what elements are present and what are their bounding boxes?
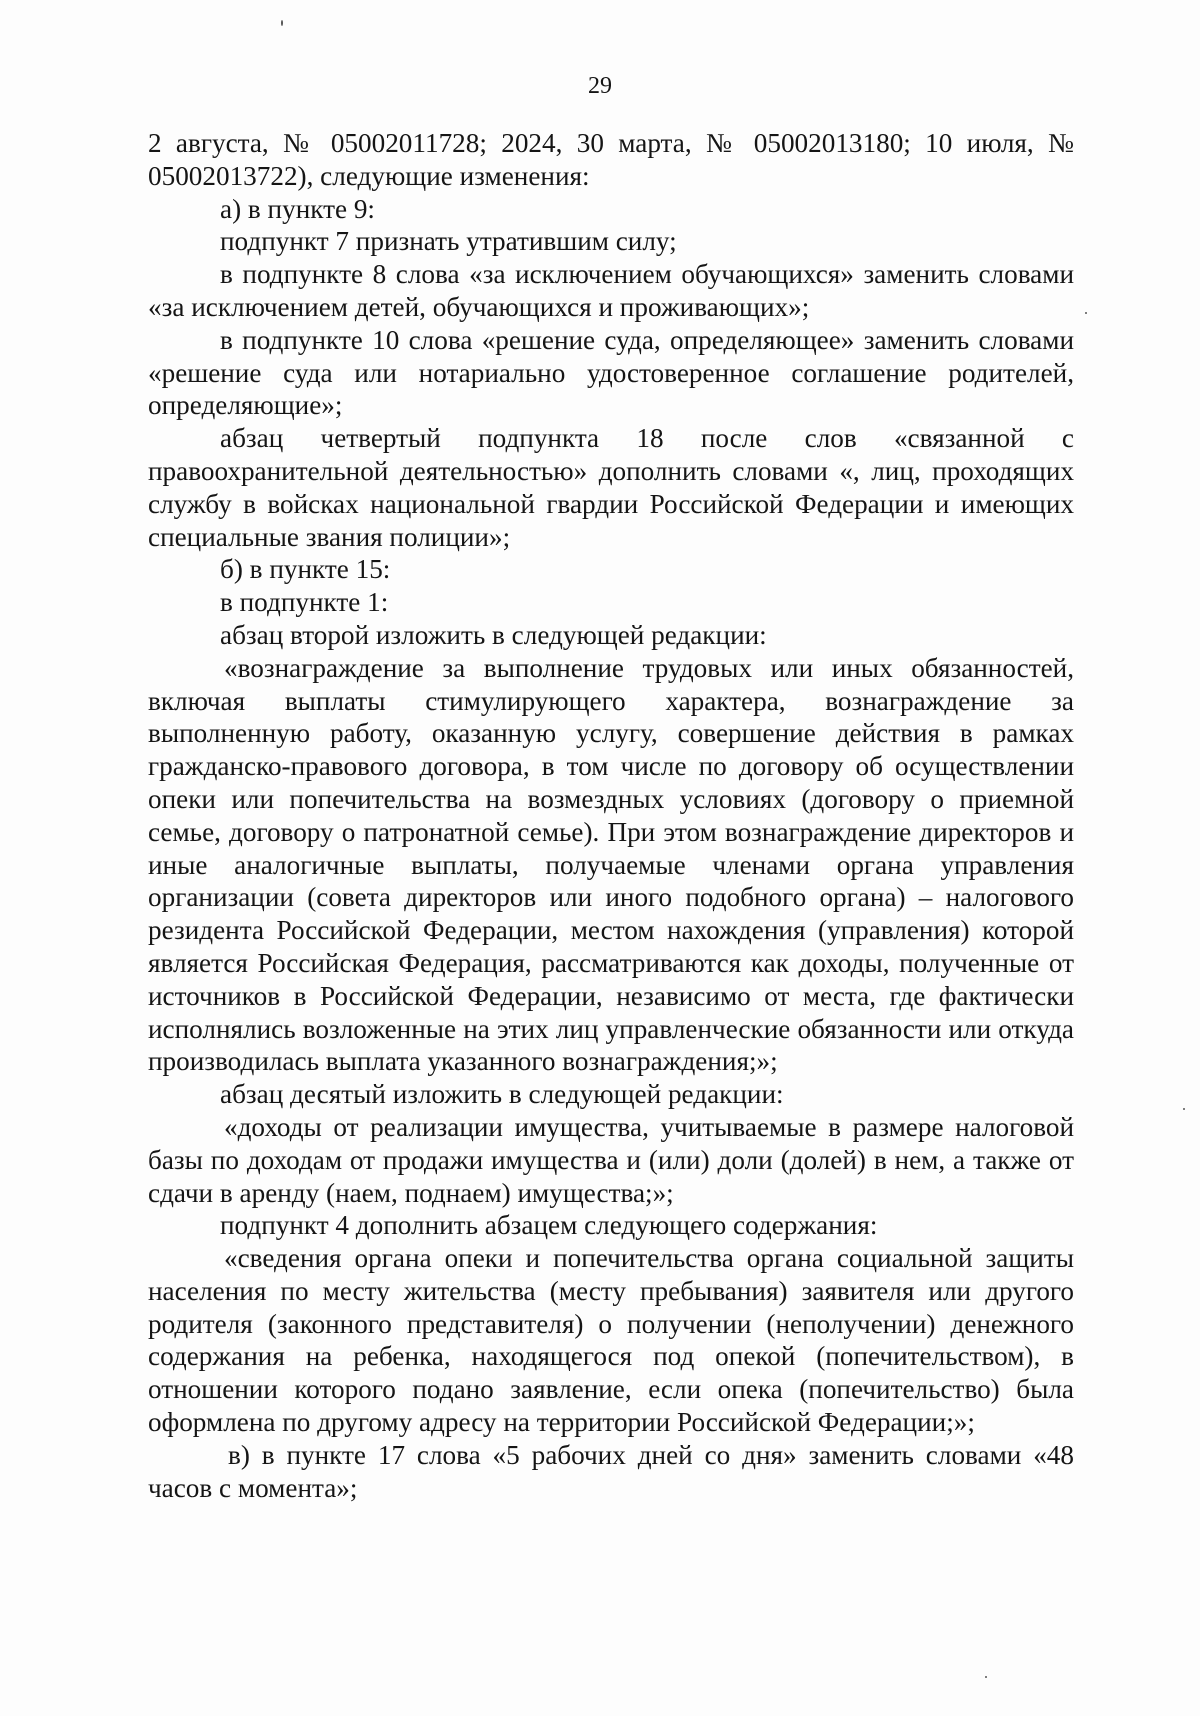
paragraph-second-abzac: абзац второй изложить в следующей редакции:	[220, 619, 767, 650]
paragraph-subitem-18: абзац четвертый подпункта 18 после слов «связанной с правоохранительной деятельностью» дополнить словами «, лиц, проходящих службу в войсках национальной гвардии Российской Федерации и имеющих специальные звания полиции»;	[148, 423, 1074, 552]
scan-speck	[281, 20, 283, 26]
paragraph-subitem-4: подпункт 4 дополнить абзацем следующего содержания:	[220, 1210, 878, 1241]
paragraph-quote-guardianship: «сведения органа опеки и попечительства органа социальной защиты населения по месту жительства (месту пребывания) заявителя или другого родителя (законного представителя) о получении (неполучении) денежного содержания на ребенка, находящегося под опекой (попечительством), в отношении которого подано заявление, если опека (попечительство) была оформлена по другому адресу на территории Российской Федерации;»;	[148, 1243, 1074, 1438]
page-number: 29	[588, 73, 612, 99]
paragraph-subitem-1: в подпункте 1:	[220, 587, 389, 618]
scan-speck	[985, 1676, 987, 1678]
paragraph-subitem-7: подпункт 7 признать утратившим силу;	[220, 226, 677, 257]
paragraph-item-a: а) в пункте 9:	[220, 193, 375, 224]
scan-speck	[1085, 312, 1087, 314]
paragraph-tenth-abzac: абзац десятый изложить в следующей редакции:	[220, 1079, 784, 1110]
paragraph-subitem-8: в подпункте 8 слова «за исключением обучающихся» заменить словами «за исключением детей, обучающихся и проживающих»;	[148, 259, 1074, 322]
paragraph-item-v: в) в пункте 17 слова «5 рабочих дней со дня» заменить словами «48 часов с момента»;	[148, 1439, 1074, 1503]
paragraph-item-b: б) в пункте 15:	[220, 554, 391, 585]
scan-speck	[1183, 1108, 1185, 1110]
paragraph-continuation: 2 августа, № 05002011728; 2024, 30 марта, № 05002013180; 10 июля, № 05002013722), следующие изменения:	[148, 128, 1074, 191]
paragraph-subitem-10: в подпункте 10 слова «решение суда, определяющее» заменить словами «решение суда или нотариально удостоверенное соглашение родителей, определяющие»;	[148, 324, 1074, 421]
paragraph-quote-property-income: «доходы от реализации имущества, учитываемые в размере налоговой базы по доходам от продажи имущества и (или) доли (долей) в нем, а также от сдачи в аренду (наем, поднаем) имущества;»;	[148, 1111, 1074, 1208]
document-body	[148, 127, 1074, 1504]
paragraph-quote-reward: «вознаграждение за выполнение трудовых или иных обязанностей, включая выплаты стимулирующего характера, вознаграждение за выполненную работу, оказанную услугу, совершение действия в рамках гражданско-правового договора, в том числе по договору об осуществлении опеки или попечительства на возмездных условиях (договору о приемной семье, договору о патронатной семье). При этом вознаграждение директоров и иные аналогичные выплаты, получаемые членами органа управления организации (совета директоров или иного подобного органа) – налогового резидента Российской Федерации, местом нахождения (управления) которой является Российская Федерация, рассматриваются как доходы, полученные от источников в Российской Федерации, независимо от места, где фактически исполнялись возложенные на этих лиц управленческие обязанности или откуда производилась выплата указанного вознаграждения;»;	[148, 652, 1074, 1077]
